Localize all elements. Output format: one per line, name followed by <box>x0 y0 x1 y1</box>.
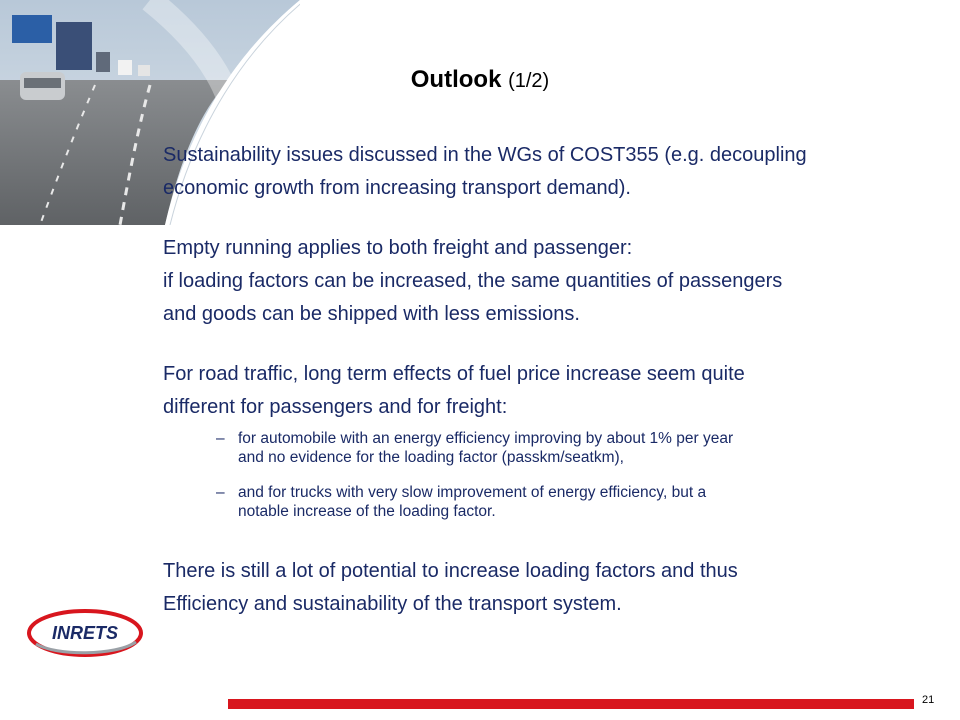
sub-item-line: and for trucks with very slow improvement of energy efficiency, but a <box>238 484 707 501</box>
logo-text: INRETS <box>51 623 119 643</box>
sub-item-line: notable increase of the loading factor. <box>238 503 496 520</box>
sub-item-automobile <box>216 429 938 467</box>
paragraph-line: Efficiency and sustainability of the transport system. <box>163 593 622 615</box>
paragraph-potential <box>163 555 943 621</box>
paragraph-line: Sustainability issues discussed in the WGs of COST355 (e.g. decoupling <box>163 144 807 166</box>
paragraph-line: For road traffic, long term effects of fuel price increase seem quite <box>163 363 745 385</box>
paragraph-road-traffic <box>163 358 943 424</box>
paragraph-line: and goods can be shipped with less emissions. <box>163 303 580 325</box>
paragraph-line: different for passengers and for freight: <box>163 396 508 418</box>
title-sub: (1/2) <box>508 70 550 92</box>
sub-item-line: and no evidence for the loading factor (passkm/seatkm), <box>238 449 624 466</box>
paragraph-sustainability <box>163 139 943 205</box>
paragraph-line: economic growth from increasing transport demand). <box>163 177 631 199</box>
inrets-logo <box>26 606 144 660</box>
footer-red-bar <box>228 699 914 709</box>
page-number: 21 <box>922 694 935 706</box>
paragraph-empty-running <box>163 232 943 331</box>
paragraph-line: Empty running applies to both freight and passenger: <box>163 237 633 259</box>
dash-bullet: – <box>216 484 225 501</box>
slide-title <box>0 66 960 94</box>
sub-item-trucks <box>216 483 938 521</box>
paragraph-line: if loading factors can be increased, the same quantities of passengers <box>163 270 783 292</box>
sub-item-line: for automobile with an energy efficiency improving by about 1% per year <box>238 430 734 447</box>
title-main: Outlook <box>410 66 502 93</box>
dash-bullet: – <box>216 430 225 447</box>
paragraph-line: There is still a lot of potential to increase loading factors and thus <box>163 560 738 582</box>
